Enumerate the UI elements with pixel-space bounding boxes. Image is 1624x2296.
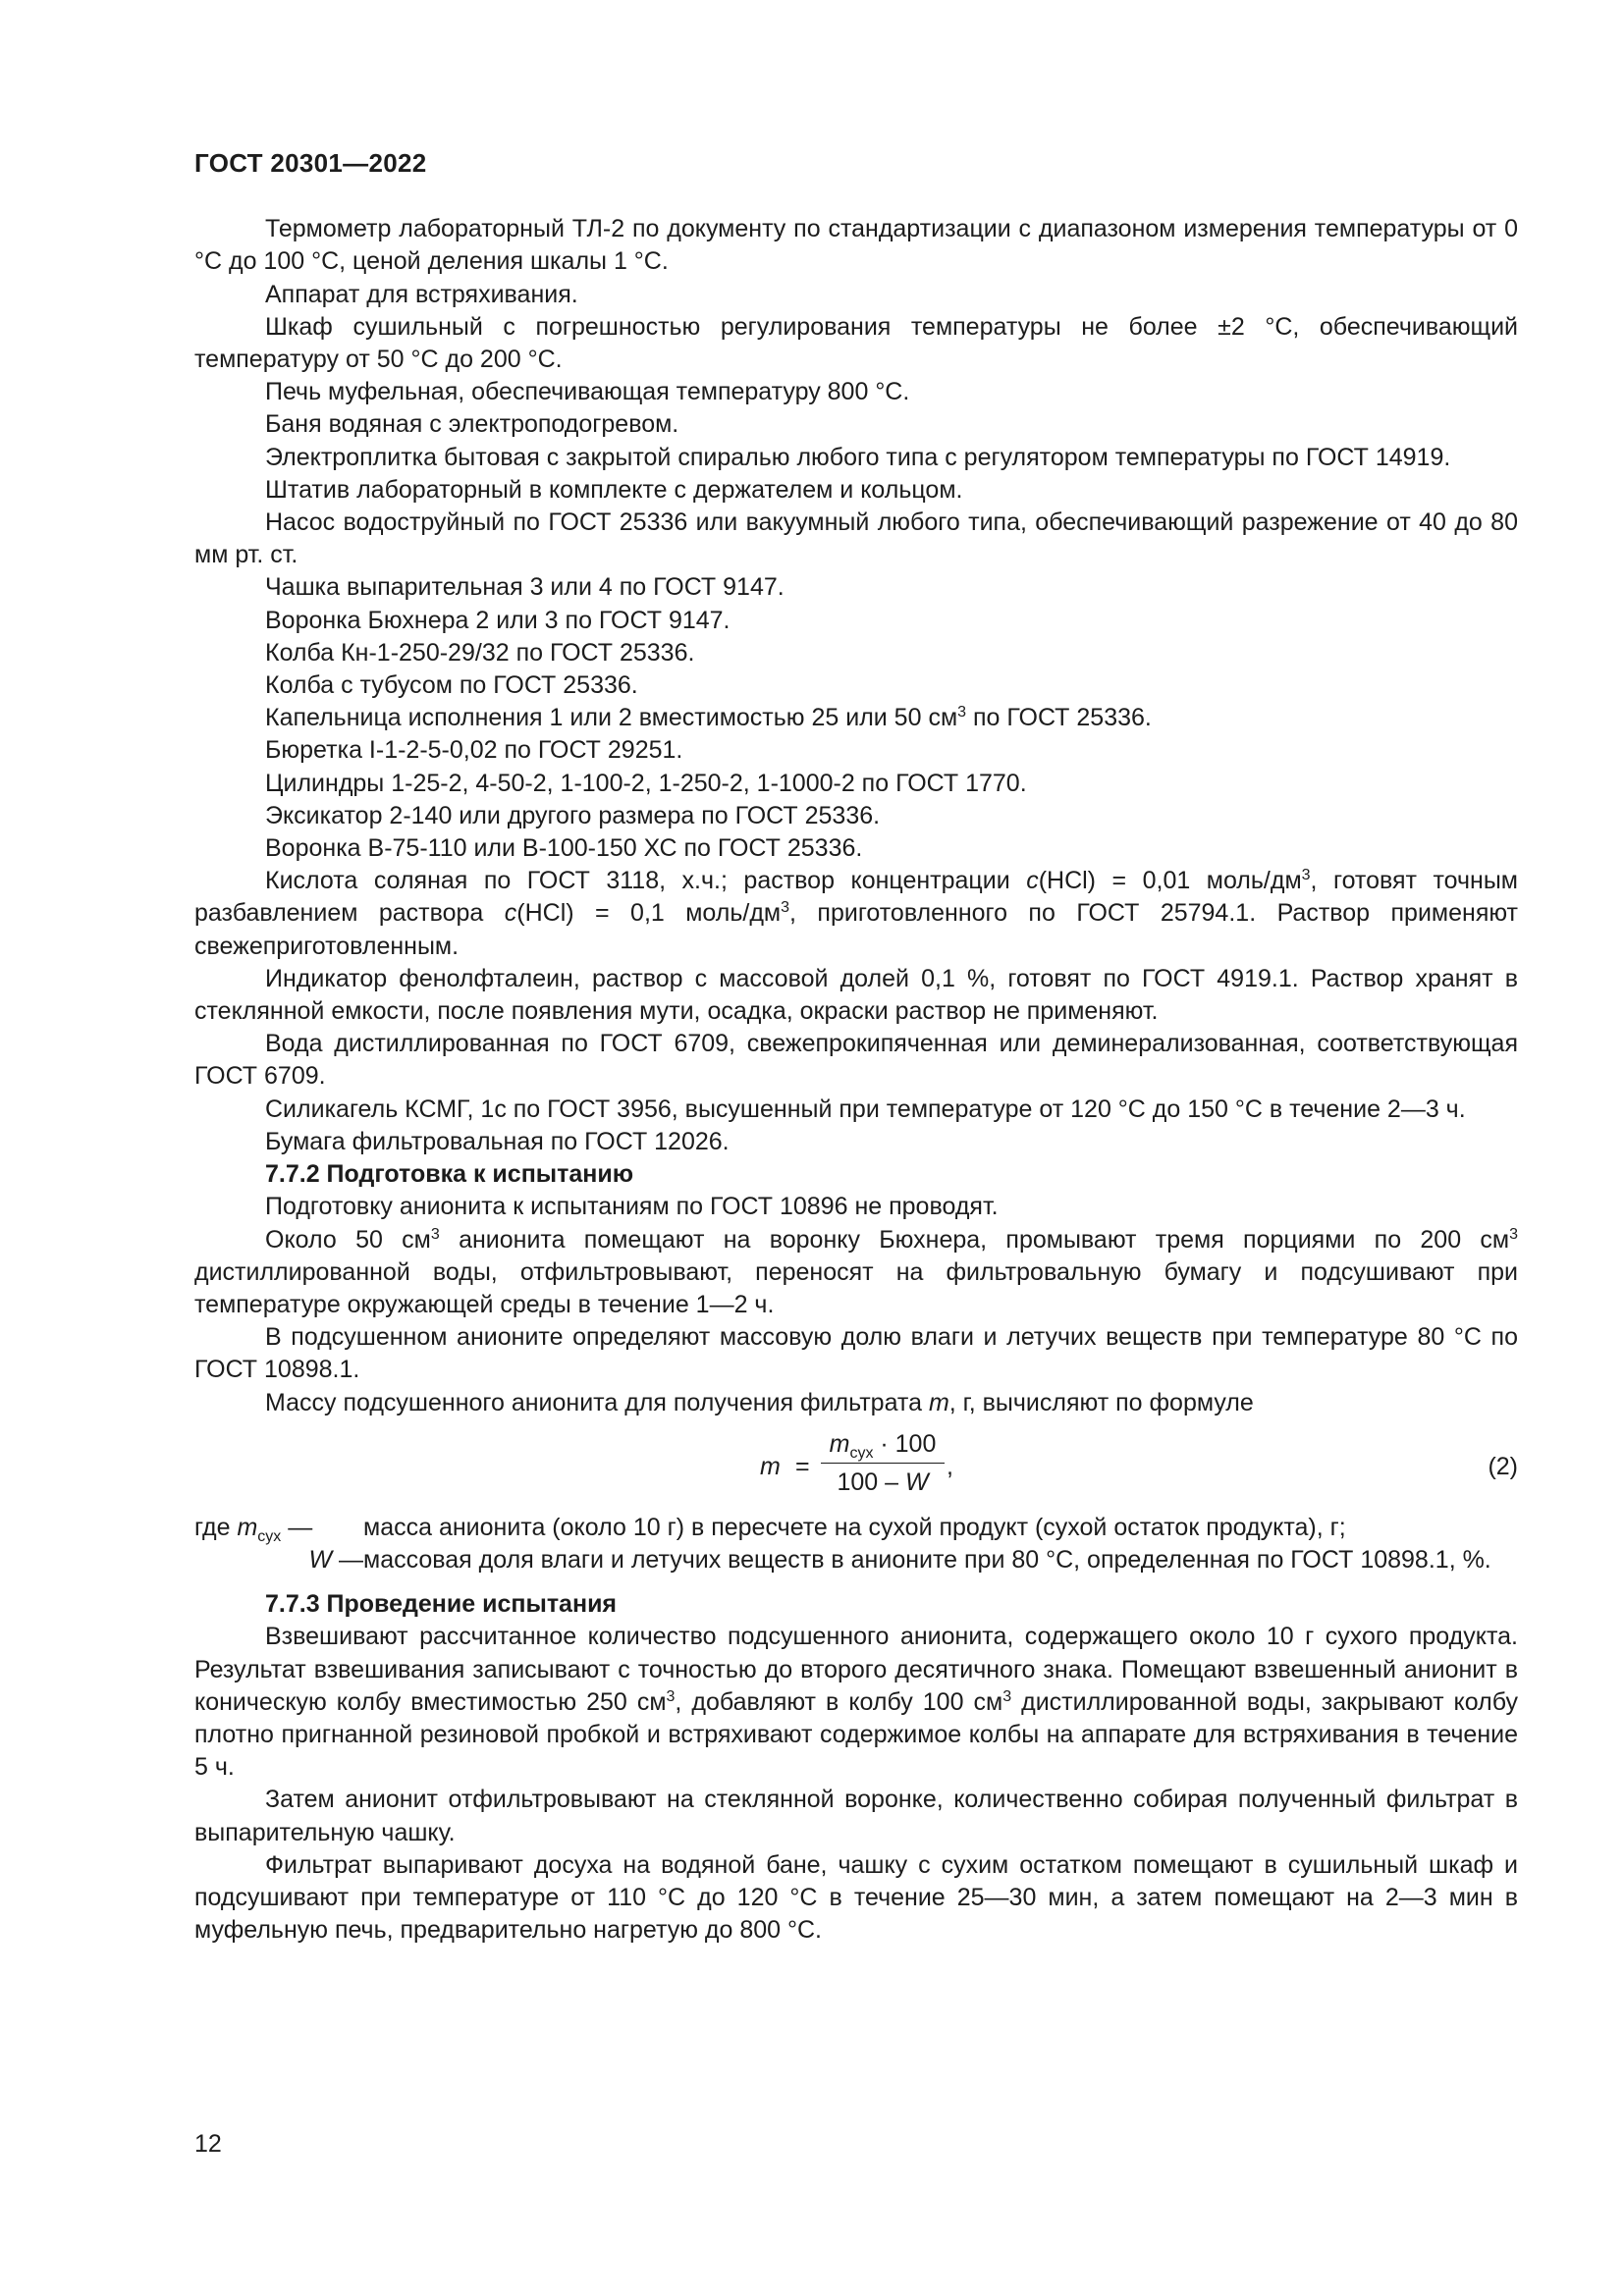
paragraph: Взвешивают рассчитанное количество подсушенного анионита, содержащего около 10 г сухого продукта. Результат взвешивания записывают с точностью до второго десятичного знака. Помещают взвешенный анионит в коническую колбу вместимостью 250 $см^3$, добавляют в колбу 100 $см^3$ дистиллированной воды, закрывают колбу плотно пригнанной резиновой пробкой и встряхивают содержимое колбы на аппарате для встряхивания в течение 5 ч. <box>194 1623 1518 1782</box>
paragraph: Затем анионит отфильтровывают на стеклянной воронке, количественно собирая полученный фильтрат в выпарительную чашку. <box>194 1786 1518 1846</box>
document-page <box>194 147 1518 1947</box>
list-item: Термометр лабораторный ТЛ-2 по документу по стандартизации с диапазоном измерения температуры от 0 °С до 100 °С, ценой деления шкалы 1 °С. <box>194 215 1518 276</box>
formula-numerator: $m_{сух} \cdot 100$ <box>829 1429 937 1462</box>
formula-equals: = <box>795 1452 810 1480</box>
list-item: Воронка В-75-110 или В-100-150 ХС по ГОСТ 25336. <box>265 834 863 863</box>
list-item: Штатив лабораторный в комплекте с держателем и кольцом. <box>265 475 963 504</box>
list-item: Эксикатор 2-140 или другого размера по ГОСТ 25336. <box>265 801 881 829</box>
list-item: Шкаф сушильный с погрешностью регулирования температуры не более ±2 °С, обеспечивающий температуру от 50 °С до 200 °С. <box>194 312 1518 374</box>
list-item: Насос водоструйный по ГОСТ 25336 или вакуумный любого типа, обеспечивающий разрежение от 40 до 80 мм рт. ст. <box>194 508 1518 569</box>
section-heading-7-7-3: 7.7.3 Проведение испытания <box>265 1590 618 1619</box>
list-item-acid: Кислота соляная по ГОСТ 3118, х.ч.; раствор концентрации c(HCl) = 0,01 моль/$дм^3$, готовят точным разбавлением раствора c(HCl) = 0,1 моль/$дм^3$, приготовленного по ГОСТ 25794.1. Раствор применяют свежеприготовленным. <box>194 867 1519 960</box>
formula-denominator: 100 – W <box>837 1468 929 1496</box>
formula-variable: m <box>760 1452 781 1480</box>
list-item: Электроплитка бытовая с закрытой спиралью любого типа с регулятором температуры по ГОСТ 14919. <box>265 443 1451 471</box>
section-heading-7-7-2: 7.7.2 Подготовка к испытанию <box>265 1160 634 1189</box>
formula-comma: , <box>947 1452 953 1480</box>
list-item: Воронка Бюхнера 2 или 3 по ГОСТ 9147. <box>265 606 731 634</box>
list-item: Баня водяная с электроподогревом. <box>265 410 679 439</box>
list-item: Бюретка I-1-2-5-0,02 по ГОСТ 29251. <box>265 736 683 765</box>
list-item: Вода дистиллированная по ГОСТ 6709, свежепрокипяченная или деминерализованная, соответствующая ГОСТ 6709. <box>194 1030 1518 1091</box>
list-item: Печь муфельная, обеспечивающая температуру 800 °С. <box>265 378 910 406</box>
list-item: Аппарат для встряхивания. <box>265 280 578 308</box>
formula-legend <box>194 1512 1518 1576</box>
legend-row-w: W — массовая доля влаги и летучих веществ в анионите при 80 °С, определенная по ГОСТ 10898.1, %. <box>308 1545 1491 1574</box>
list-item: Колба с тубусом по ГОСТ 25336. <box>265 671 638 700</box>
list-item: Бумага фильтровальная по ГОСТ 12026. <box>265 1127 730 1155</box>
list-item: Цилиндры 1-25-2, 4-50-2, 1-100-2, 1-250-2, 1-1000-2 по ГОСТ 1770. <box>265 769 1027 797</box>
formula-2 <box>194 1427 1518 1508</box>
list-item: Силикагель КСМГ, 1с по ГОСТ 3956, высушенный при температуре от 120 °С до 150 °С в течение 2—3 ч. <box>265 1095 1466 1123</box>
formula-fraction <box>821 1427 945 1499</box>
paragraph: Фильтрат выпаривают досуха на водяной бане, чашку с сухим остатком помещают в сушильный шкаф и подсушивают при температуре от 110 °С до 120 °С в течение 25—30 мин, а затем помещают на 2—3 мин в муфельную печь, предварительно нагретую до 800 °С. <box>194 1850 1518 1945</box>
list-item-dropper: Капельница исполнения 1 или 2 вместимостью 25 или 50 $см^3$ по ГОСТ 25336. <box>265 704 1152 732</box>
paragraph: Массу подсушенного анионита для получения фильтрата m, г, вычисляют по формуле <box>265 1388 1254 1416</box>
document-header: ГОСТ 20301—2022 <box>194 148 427 178</box>
list-item: Чашка выпарительная 3 или 4 по ГОСТ 9147. <box>265 573 785 602</box>
fraction-bar <box>821 1463 945 1464</box>
paragraph: Около 50 $см^3$ анионита помещают на воронку Бюхнера, промывают тремя порциями по 200 $см^3$ дистиллированной воды, отфильтровывают, переносят на фильтровальную бумагу и подсушивают при температуре окружающей среды в течение 1—2 ч. <box>194 1225 1518 1318</box>
page-number: 12 <box>194 2130 222 2158</box>
legend-row-m: где $m_{сух}$ — масса анионита (около 10 г) в пересчете на сухой продукт (сухой остаток продукта), г; <box>194 1513 1346 1545</box>
list-item: Индикатор фенолфталеин, раствор с массовой долей 0,1 %, готовят по ГОСТ 4919.1. Раствор хранят в стеклянной емкости, после появления мути, осадка, окраски раствор не применяют. <box>194 964 1518 1026</box>
formula-number: (2) <box>1488 1452 1518 1480</box>
list-item: Колба Кн-1-250-29/32 по ГОСТ 25336. <box>265 638 695 667</box>
paragraph: В подсушенном анионите определяют массовую долю влаги и летучих веществ при температуре 80 °С по ГОСТ 10898.1. <box>194 1323 1518 1384</box>
paragraph: Подготовку анионита к испытаниям по ГОСТ 10896 не проводят. <box>265 1193 999 1221</box>
